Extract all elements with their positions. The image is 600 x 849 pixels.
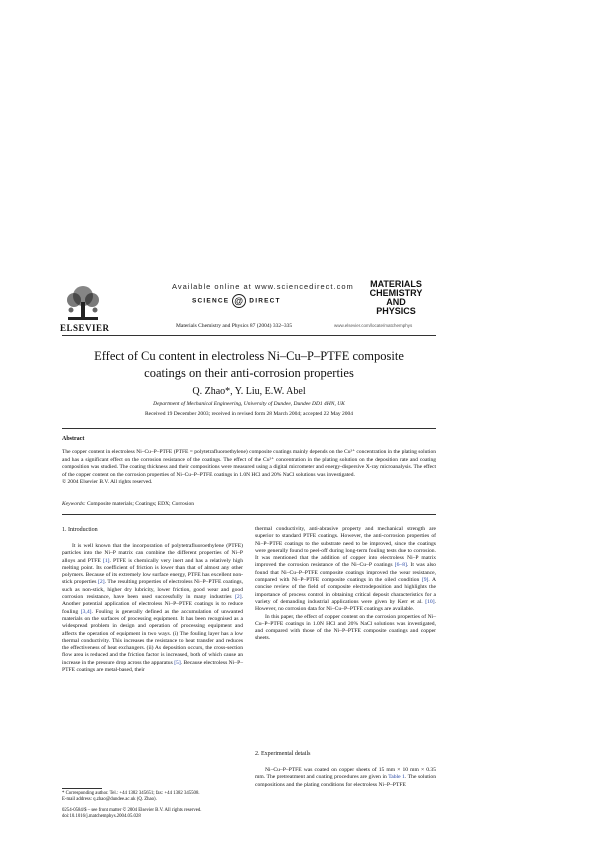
authors: Q. Zhao*, Y. Liu, E.W. Abel — [192, 386, 306, 397]
citation-link[interactable]: [1] — [102, 557, 110, 564]
sciencedirect-logo — [192, 294, 281, 308]
experimental-paragraph: Ni–Cu–P–PTFE was coated on copper sheets of 15 mm × 10 mm × 0.35 mm. The pretreatment and coating procedures are given in Table 1. The solution compositions and the plating conditions for electroless Ni–P–PTFE — [255, 767, 436, 788]
received-dates: Received 19 December 2003; received in revised form 28 March 2004; accepted 22 May 2004 — [144, 411, 353, 417]
keywords-list: Composite materials; Coatings; EDX; Corrosion — [87, 501, 194, 507]
citation-link[interactable]: [2] — [98, 579, 105, 586]
citation-link[interactable]: [6–8] — [394, 562, 407, 569]
abstract-divider — [62, 514, 436, 515]
citation-link[interactable]: [5] — [174, 659, 181, 666]
title-divider — [62, 428, 436, 429]
journal-reference: Materials Chemistry and Physics 87 (2004) 332–335 — [176, 323, 293, 329]
citation-link[interactable]: [10] — [425, 598, 435, 605]
keywords — [62, 501, 436, 507]
title-line-2: coatings on their anti-corrosion properties — [144, 366, 354, 380]
affiliation: Department of Mechanical Engineering, University of Dundee, Dundee DD1 4HN, UK — [153, 401, 345, 407]
citation-link[interactable]: [2] — [235, 594, 242, 601]
journal-url[interactable]: www.elsevier.com/locate/matchemphys — [334, 323, 413, 328]
article-title — [62, 348, 436, 382]
experimental-column — [255, 767, 436, 789]
left-column — [62, 543, 243, 674]
issn-line: 0254-0584/$ – see front matter © 2004 Elsevier B.V. All rights reserved. — [62, 808, 202, 813]
abstract-text: The copper content in electroless Ni–Cu–P–PTFE (PTFE = polytetrafluoroethylene) composite coatings mainly depends on the Cu²⁺ concentration in the plating solution and has a significant effect on the corrosion resistance of the coatings. The effect of the Cu²⁺ concentration in the plating solution on the deposition rate and coating composition was studied. The coating thickness and their compositions were measured using a digital micrometer and energy-dispersive X-ray microanalysis. The effect of the copper content on the corrosion properties of Ni–Cu–P–PTFE coatings in 1.0N HCl and 20% NaCl solutions was investigated. — [62, 449, 436, 478]
intro-final-paragraph: In this paper, the effect of copper content on the corrosion properties of Ni–Cu–P–PTFE coatings in 1.0N HCl and 20% NaCl solutions was investigated, and compared with those of the Ni–P–PTFE composite coatings and copper sheets. — [255, 613, 436, 642]
journal-logo-line-1: MATERIALS — [370, 279, 422, 289]
title-line-1: Effect of Cu content in electroless Ni–Cu–P–PTFE composite — [94, 349, 404, 363]
abstract-body — [62, 449, 436, 487]
section-heading-experimental: 2. Experimental details — [255, 751, 311, 757]
sciencedirect-at-icon: @ — [232, 294, 246, 308]
journal-logo-line-2: CHEMISTRY AND — [369, 288, 423, 307]
intro-continued-paragraph: thermal conductivity, anti-abrasive property and mechanical strength are superior to standard PTFE coatings. However, the anti-corrosion properties of Ni–P–PTFE coatings to the substrate need to be improved, since the coatings were generally found to peel-off during long-term fouling tests due to corrosion. It was mentioned that the addition of copper into electroless Ni–P matrix improved the corrosion resistance of the Ni–Cu–P coatings [6–8]. It was also found that Ni–Cu–P–PTFE composite coatings improved the wear resistance, compared with Ni–P–PTFE composite coatings in the oiled condition [9]. A concise review of the field of composite electrodeposition and highlights the importance of process control in obtaining critical deposit characteristics for a variety of demanding industrial applications were given by Kerr et al. [10]. However, no corrosion data for Ni–Cu–P–PTFE coatings are available. — [255, 526, 436, 613]
journal-logo — [361, 280, 431, 316]
header-divider — [62, 335, 436, 336]
citation-link[interactable]: [3,4] — [80, 608, 92, 615]
right-column — [255, 526, 436, 643]
intro-paragraph: It is well known that the incorporation of polytetrafluoroethylene (PTFE) particles into the Ni–P matrix can combine the different properties of Ni–P alloys and PTFE [1]. PTFE is chemically very inert and has a relatively high melting point. Its coefficient of friction is lower than that of almost any other polymers. Because of its extremely low surface energy, PTFE has excellent non-stick properties [2]. The resulting properties of electroless Ni–P–PTFE coatings, such as non-stick, higher dry lubricity, lower friction, good wear and good corrosion resistance, have been used successfully in many industries [2]. Another potential application of electroless Ni–P–PTFE coatings is to reduce fouling [3,4]. Fouling is generally defined as the accumulation of unwanted materials on the surfaces of processing equipment. It has been recognised as a widespread problem in design and operation of processing equipment and affects the operation of equipment in two ways. (i) The fouling layer has a low thermal conductivity. This increases the resistance to heat transfer and reduces the effectiveness of heat exchangers. (ii) As deposition occurs, the cross-section flow area is reduced and the friction factor is increased, both of which cause an increase in the pressure drop across the apparatus [5]. Because electroless Ni–P–PTFE coatings are metal-based, their — [62, 543, 243, 674]
available-online-text: Available online at www.sciencedirect.com — [172, 282, 354, 291]
abstract-copyright: © 2004 Elsevier B.V. All rights reserved. — [62, 479, 153, 486]
citation-link[interactable]: [9] — [421, 577, 429, 584]
section-heading-introduction: 1. Introduction — [62, 527, 98, 533]
keywords-label: Keywords: — [62, 501, 86, 507]
footnote-email[interactable]: E-mail address: q.zhao@dundee.ac.uk (Q. Zhao). — [62, 797, 157, 802]
doi-line[interactable]: doi:10.1016/j.matchemphys.2004.05.028 — [62, 814, 141, 820]
footnote-divider — [62, 788, 102, 789]
journal-logo-line-3: PHYSICS — [376, 306, 416, 316]
abstract-heading: Abstract — [62, 436, 85, 442]
footnote — [62, 791, 243, 803]
sciencedirect-logo-left: SCIENCE — [192, 297, 230, 305]
publisher-name: ELSEVIER — [60, 323, 110, 333]
bottom-info — [62, 808, 282, 820]
table-link[interactable]: Table 1 — [388, 774, 405, 781]
sciencedirect-logo-right: DIRECT — [249, 297, 281, 305]
footnote-corresponding: * Corresponding author. Tel.: +44 1382 345651; fax: +44 1382 345508. — [62, 791, 200, 796]
elsevier-tree-logo — [62, 284, 104, 324]
